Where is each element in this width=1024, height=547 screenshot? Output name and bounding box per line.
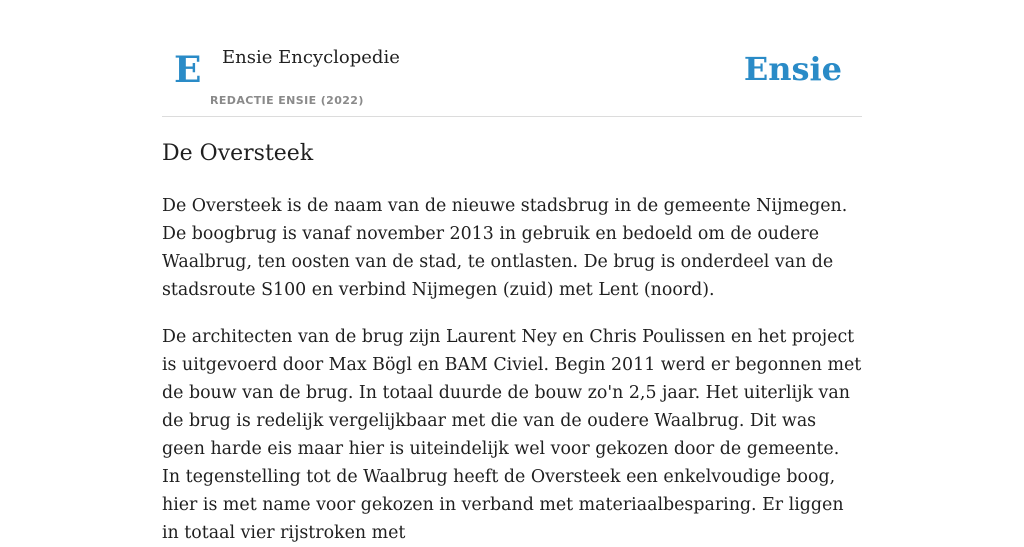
article-paragraph-2: De architecten van de brug zijn Laurent Ney en Chris Poulissen en het project is uitgevoerd door Max Bögl en BAM Civiel. Begin 2011 werd er begonnen met de bouw van de brug. In totaal duurde de bouw zo'n 2,5 jaar. Het uiterlijk van de brug is redelijk vergelijkbaar met die van de oudere Waalbrug. Dit was geen harde eis maar hier is uiteindelijk wel voor gekozen door de gemeente. In tegenstelling tot de Waalbrug heeft de Oversteek een enkelvoudige boog, hier is met name voor gekozen in verband met materiaalbesparing. Er liggen in totaal vier rijstroken met bbox=[162, 327, 862, 543]
article-paragraph-1: De Oversteek is de naam van de nieuwe stadsbrug in de gemeente Nijmegen. De boogbrug is vanaf november 2013 in gebruik en bedoeld om de oudere Waalbrug, ten oosten van de stad, te ontlasten. De brug is onderdeel van de stadsroute S100 en verbind Nijmegen (zuid) met Lent (noord). bbox=[162, 196, 848, 300]
header bbox=[162, 0, 862, 117]
ensie-logo-icon[interactable]: E bbox=[174, 49, 202, 91]
byline[interactable]: REDACTIE ENSIE (2022) bbox=[210, 94, 364, 107]
article bbox=[162, 138, 862, 547]
brand-logo[interactable]: Ensie bbox=[743, 50, 842, 88]
article-title: De Oversteek bbox=[162, 141, 314, 166]
site-name[interactable]: Ensie Encyclopedie bbox=[222, 47, 400, 68]
